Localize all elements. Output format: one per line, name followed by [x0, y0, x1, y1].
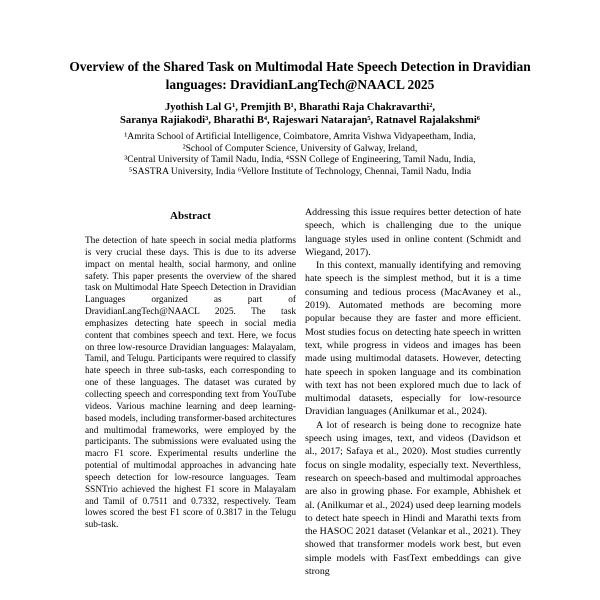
right-column — [305, 206, 521, 578]
abstract-heading: Abstract — [170, 210, 211, 222]
body-paragraph-3: A lot of research is being done to recognize hate speech using images, text, and videos (Davidson et al., 2017; Safaya et al., 2020). Most studies currently focus on single modality, especially text. Neverthless, research on speech-based and multimodal approaches are also in growing phase. For example, Abhishek et al. (Anilkumar et al., 2024) used deep learning models to detect hate speech in Hindi and Marathi texts from the HASOC 2021 dataset (Velankar et al., 2021). They showed that transformer models work best, but even simple models with FastText embeddings can give strong — [305, 419, 521, 578]
affiliation-line-4: ⁵SASTRA University, India ⁶Vellore Institute of Technology, Chennai, Tamil Nadu, India — [128, 165, 472, 177]
authors-line-1: Jyothish Lal G¹, Premjith B¹, Bharathi Raja Chakravarthi², — [164, 102, 436, 113]
affiliation-line-2: ²School of Computer Science, University of Galway, Ireland, — [182, 142, 418, 154]
body-paragraph-2: In this context, manually identifying and removing hate speech is the simplest method, but it is a time consuming and tedious process (MacAvaney et al., 2019). Automated methods are becoming more popular because they are faster and more efficient. Most studies focus on detecting hate speech in written text, while progress in videos and images has been made using multimodal datasets. However, detecting hate speech in spoken language and its combination with text has not been explored much due to lack of multimodal datasets, especially for low-resource Dravidian languages (Anilkumar et al., 2024). — [305, 260, 521, 418]
authors-line-2: Saranya Rajiakodi³, Bharathi B⁴, Rajeswari Natarajan⁵, Ratnavel Rajalakshmi⁶ — [120, 115, 480, 126]
affiliation-list — [0, 131, 600, 177]
left-column — [85, 210, 296, 532]
paper-title: Overview of the Shared Task on Multimodal Hate Speech Detection in Dravidian languages: DravidianLangTech@NAACL 2025 — [69, 59, 531, 92]
affiliation-line-3: ³Central University of Tamil Nadu, India, ⁴SSN College of Engineering, Tamil Nadu, India, — [124, 154, 476, 166]
abstract-text: The detection of hate speech in social media platforms is very crucial these days. This is due to its adverse impact on mental health, social harmony, and online safety. This paper presents the overview of the shared task on Multimodal Hate Speech Detection in Dravidian Languages organized as part of DravidianLangTech@NAACL 2025. The task emphasizes detecting hate speech in social media content that combines speech and text. Here, we focus on three low-resource Dravidian languages: Malayalam, Tamil, and Telugu. Participants were required to classify hate speech in three sub-tasks, each corresponding to one of these languages. The dataset was curated by collecting speech and corresponding text from YouTube videos. Various machine learning and deep learning-based models, including transformer-based architectures and multimodal frameworks, were employed by the participants. The submissions were evaluated using the macro F1 score. Experimental results underline the potential of multimodal approaches in advancing hate speech detection for low-resource languages. Team SSNTrio achieved the highest F1 score in Malayalam and Tamil of 0.7511 and 0.7332, respectively. Team lowes scored the best F1 score of 0.3817 in the Telugu sub-task. — [85, 236, 296, 531]
body-paragraph-1: Addressing this issue requires better detection of hate speech, which is challenging due to the unique language styles used in online content (Schmidt and Wiegand, 2017). — [305, 207, 521, 258]
affiliation-line-1: ¹Amrita School of Artificial Intelligence, Coimbatore, Amrita Vishwa Vidyapeetham, India, — [124, 131, 476, 142]
author-list — [0, 101, 600, 127]
